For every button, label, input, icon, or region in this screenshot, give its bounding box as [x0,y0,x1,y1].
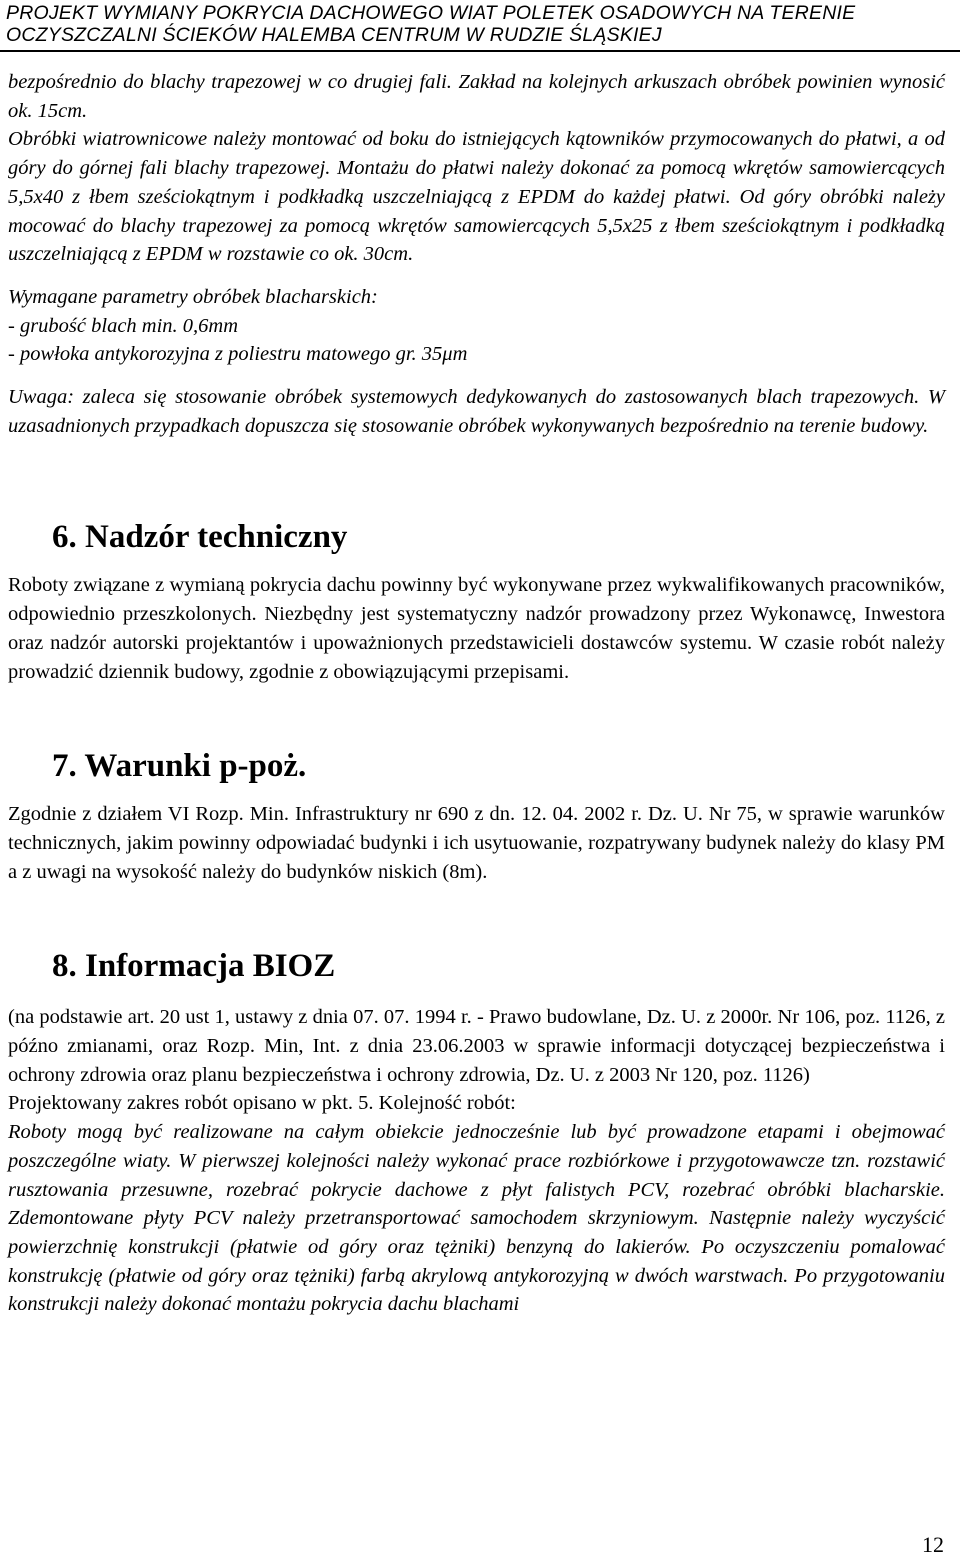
paragraph-overlap: bezpośrednio do blachy trapezowej w co drugiej fali. Zakład na kolejnych arkuszach obróbek powinien wynosić ok. 15cm. [8,71,945,122]
page-number: 12 [922,1532,944,1557]
section-6-text: Roboty związane z wymianą pokrycia dachu powinny być wykonywane przez wykwalifikowanych pracowników, odpowiednio przeszkolonych. Niezbędny jest systematyczny nadzór prowadzony przez Wykonawcę, Inwestora oraz nadzór autorski projektantów i upoważnionych przedstawicieli dostawców systemu. W czasie robót należy prowadzić dziennik budowy, zgodnie z obowiązującymi przepisami. [8,574,945,683]
section-7-heading: 7. Warunki p-poż. [52,748,307,785]
section-6-heading: 6. Nadzór techniczny [52,519,348,556]
section-8-works-order: Roboty mogą być realizowane na całym obiekcie jednocześnie lub być prowadzone etapami i obejmować poszczególne wiaty. W pierwszej kolejności należy wykonać prace rozbiórkowe i przygotowawcze tzn. rozstawić rusztowania przesuwne, rozebrać pokrycie dachowe z płyt falistych PCV, rozebrać obróbki blacharskie. Zdemontowane płyty PCV należy przetransportować samochodem skrzyniowym. Następnie należy wyczyścić powierzchnię konstrukcji (płatwie od góry oraz tężniki) benzyną do lakierów. Po oczyszczeniu pomalować konstrukcję (płatwie od góry oraz tężniki) farbą akrylową antykorozyjną w dwóch warstwach. Po przygotowaniu konstrukcji należy dokonać montażu pokrycia dachu blachami [8,1121,945,1316]
page-header [0,0,960,52]
document-body [8,68,945,1319]
note-paragraph: Uwaga: zaleca się stosowanie obróbek systemowych dedykowanych do zastosowanych blach trapezowych. W uzasadnionych przypadkach dopuszcza się stosowanie obróbek wykonywanych bezpośrednio na terenie budowy. [8,386,945,437]
section-8-heading: 8. Informacja BIOZ [52,948,336,985]
section-7-text: Zgodnie z działem VI Rozp. Min. Infrastruktury nr 690 z dn. 12. 04. 2002 r. Dz. U. Nr 75, w sprawie warunków technicznych, jakim powinny odpowiadać budynki i ich usytuowanie, rozpatrywany budynek należy do klasy PM a z uwagi na wysokość należy do budynków niskich (8m). [8,803,945,883]
paragraph-flashing-mounting: Obróbki wiatrownicowe należy montować od boku do istniejących kątowników przymocowanych do płatwi, a od góry do górnej fali blachy trapezowej. Montażu do płatwi należy dokonać za pomocą wkrętów samowiercących 5,5x40 z łbem sześciokątnym i podkładką uszczelniającą z EPDM do każdej płatwi. Od góry obróbki należy mocować do blachy trapezowej za pomocą wkrętów samowiercących 5,5x25 z łbem sześciokątnym i podkładką uszczelniającą z EPDM w rozstawie co ok. 30cm. [8,128,945,266]
param-thickness: - grubość blach min. 0,6mm [8,314,239,337]
header-title-line-1: PROJEKT WYMIANY POKRYCIA DACHOWEGO WIAT POLETEK OSADOWYCH NA TERENIE [6,2,856,24]
section-8-legal-basis: (na podstawie art. 20 ust 1, ustawy z dnia 07. 07. 1994 r. - Prawo budowlane, Dz. U. z 2000r. Nr 106, poz. 1126, z późno zmianami, oraz Rozp. Min, Int. z dnia 23.06.2003 w sprawie informacji dotyczącej bezpieczeństwa i ochrony zdrowia oraz planu bezpieczeństwa i ochrony zdrowia, Dz. U. z 2003 Nr 120, poz. 1126) [8,1006,945,1086]
section-8-scope: Projektowany zakres robót opisano w pkt. 5. Kolejność robót: [8,1092,516,1115]
param-coating: - powłoka antykorozyjna z poliestru matowego gr. 35μm [8,343,468,366]
header-title-line-2: OCZYSZCZALNI ŚCIEKÓW HALEMBA CENTRUM W RUDZIE ŚLĄSKIEJ [6,24,662,46]
params-title: Wymagane parametry obróbek blacharskich: [8,285,378,308]
